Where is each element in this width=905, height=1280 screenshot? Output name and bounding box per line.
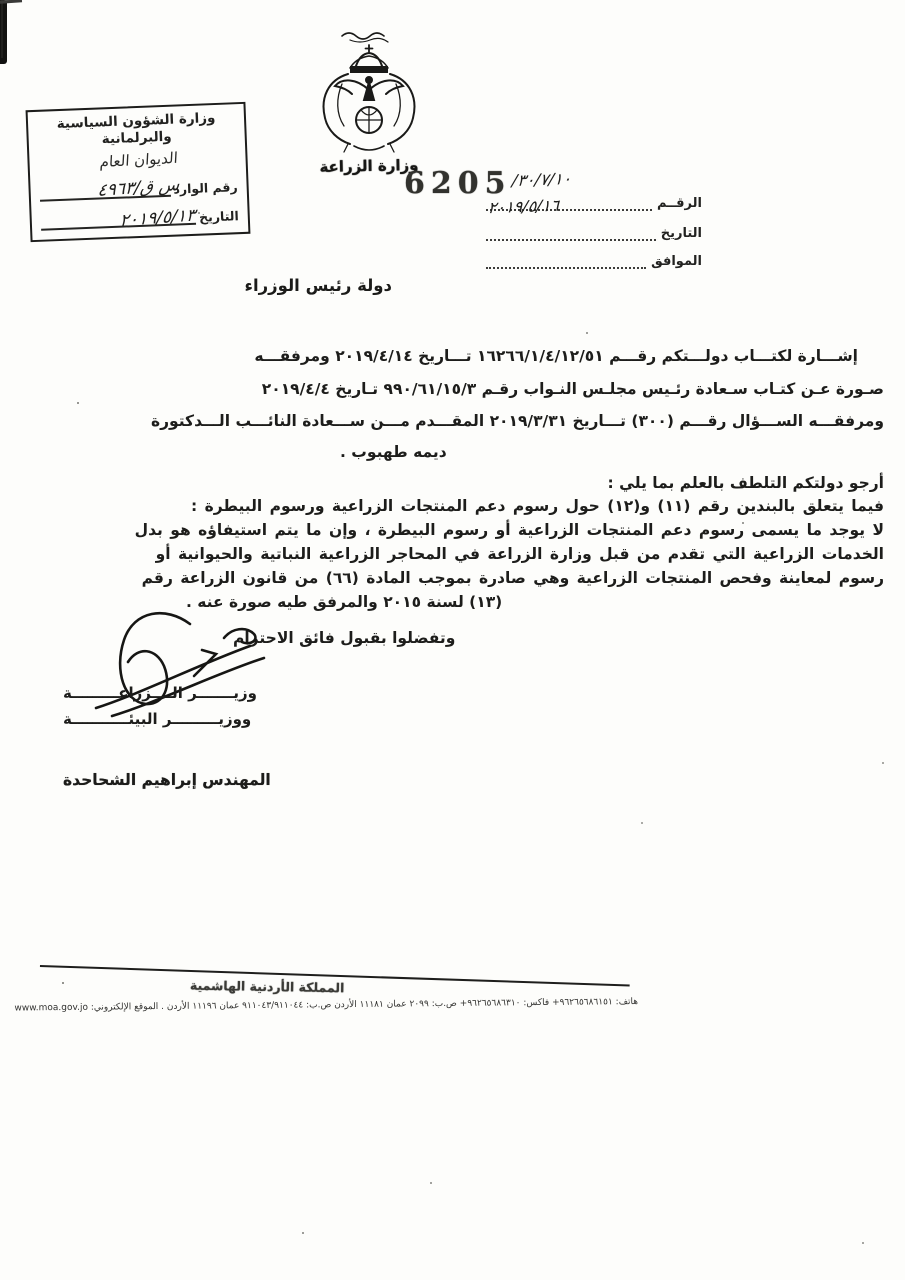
reference-number-stamp: 6205 — [404, 166, 512, 201]
received-stamp-ministry: وزارة الشؤون السياسية والبرلمانية — [56, 109, 216, 148]
date-value-handwritten: ٢٠١٩/٥/١٦ — [487, 195, 560, 218]
body-line: رسوم لمعاينة وفحص المنتجات الزراعية وهي صادرة بموجب المادة (٦٦) من قانون الزراعة رقم — [141, 569, 884, 587]
received-date-label: التاريخ — [198, 207, 240, 225]
jordan-coat-of-arms-icon — [298, 28, 440, 154]
scan-edge-artifact — [1, 0, 3, 58]
body-line: أرجو دولتكم التلطف بالعلم بما يلي : — [607, 474, 884, 492]
incoming-number-label: رقم الوارد — [173, 178, 238, 197]
date-label: التاريخ — [660, 226, 702, 241]
received-date-value-handwritten: ٢٠١٩/٥/١٣ — [118, 205, 196, 231]
body-line: فيما يتعلق بالبندين رقم (١١) و(١٢) حول رسوم دعم المنتجات الزراعية ورسوم البيطرة : — [190, 497, 884, 515]
date-dotted-line — [486, 235, 656, 241]
received-stamp — [26, 102, 251, 242]
incoming-number-value-handwritten: س ق/٤٩٦٣ — [97, 174, 181, 201]
minister-title-environment: ووزيـــــــــر البيئـــــــــــة — [63, 710, 252, 728]
recipient-title: دولة رئيس الوزراء — [244, 276, 392, 295]
body-line: إشـــارة لكتـــاب دولـــتكم رقـــم ١٦٢٦٦/١/٤/١٢/٥١ تـــاريخ ٢٠١٩/٤/١٤ ومرفقـــه — [254, 347, 858, 365]
minister-title-agriculture: وزيـــــــر الــــزراعـــــــــة — [63, 684, 257, 702]
date-field-row — [486, 226, 702, 241]
corresponding-dotted-line — [486, 263, 646, 269]
body-line: لا يوجد ما يسمى رسوم دعم المنتجات الزراعية أو رسوم البيطرة ، وإن ما يتم استيفاؤه هو بدل — [134, 521, 884, 539]
received-stamp-date-row — [41, 205, 240, 231]
closing-salutation: وتفضلوا بقبول فائق الاحترام — [233, 629, 456, 647]
body-line: الخدمات الزراعية التي تقدم من قبل وزارة الزراعة في المحاجر الزراعية النباتية والحيوانية أو — [155, 545, 884, 563]
footer-contact-line: هاتف: ٩٦٢٦٥٦٨٦١٥١+ فاكس: ٩٦٢٦٥٦٨٦٣١٠+ ص.ب: ٢٠٩٩ عمان ١١١٨١ الأردن ص.ب: ٩١١٠٤٣/٩١١٠٤٤ عمان ١١١٩٦ الأردن . الموقع الإلكتروني: www.moa.gov.jo — [14, 997, 639, 1014]
letterhead — [298, 28, 440, 175]
corresponding-field-row — [486, 254, 702, 269]
body-line: صـورة عـن كتـاب سـعادة رئـيس مجلـس النـواب رقـم ٩٩٠/٦١/١٥/٣ تـاريخ ٢٠١٩/٤/٤ — [261, 380, 884, 398]
number-value-handwritten: /٣٠/٧/١٠ — [511, 168, 573, 191]
body-line: ديمه طهبوب . — [340, 443, 447, 461]
number-label: الرقــم — [656, 196, 702, 211]
body-line: (١٣) لسنة ٢٠١٥ والمرفق طيه صورة عنه . — [186, 593, 503, 611]
signer-name: المهندس إبراهيم الشحاحدة — [63, 771, 271, 789]
received-stamp-office: الديوان العام — [96, 148, 179, 171]
received-stamp-number-row — [39, 174, 238, 202]
corresponding-label: الموافق — [651, 254, 702, 269]
footer-kingdom-name: المملكة الأردنية الهاشمية — [189, 977, 345, 996]
scan-noise — [0, 0, 2, 2]
ministry-calligraphy: وزارة الزراعة — [319, 155, 419, 177]
body-line: ومرفقـــه الســـؤال رقـــم (٣٠٠) تـــاريخ ٢٠١٩/٣/٣١ المقـــدم مـــن ســـعادة النائـــب الـــدكتورة — [150, 412, 884, 430]
minister-signature — [78, 604, 288, 722]
